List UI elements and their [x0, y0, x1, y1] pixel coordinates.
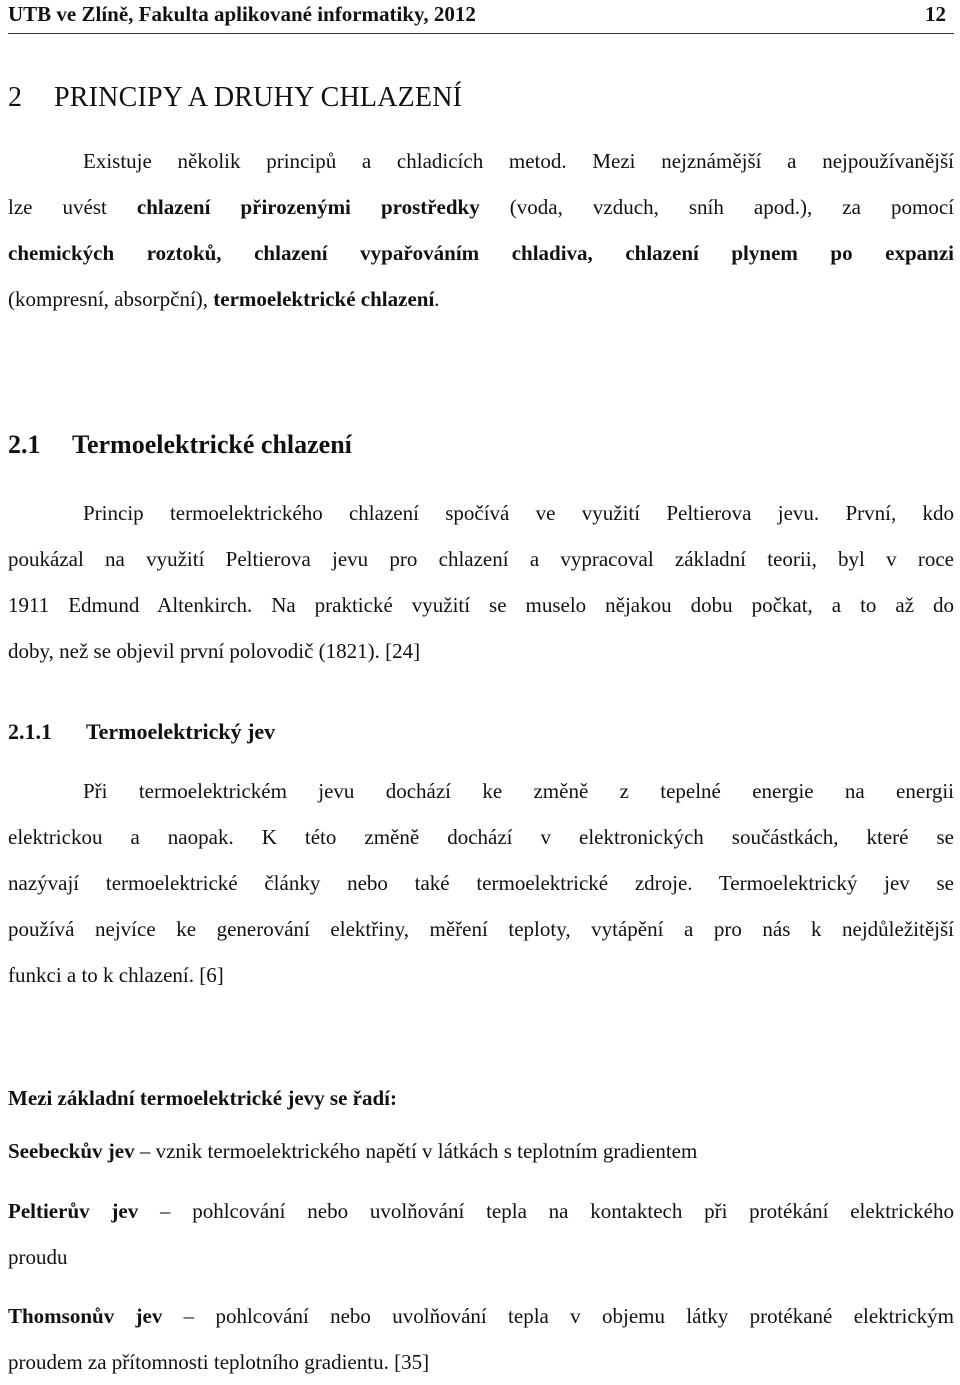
chapter-title: PRINCIPY A DRUHY CHLAZENÍ [54, 82, 463, 113]
page-header [8, 2, 952, 30]
seebeck-line [8, 1128, 954, 1174]
subsection-title: Termoelektrický jev [86, 719, 276, 744]
thomson-line-2: proudem za přítomnosti teplotního gradientu. [35] [8, 1350, 430, 1374]
chapter-heading [8, 82, 462, 114]
peltier-line-2: proudu [8, 1245, 68, 1269]
seebeck-description: – vznik termoelektrického napětí v látkách s teplotním gradientem [134, 1139, 698, 1163]
intro-paragraph [8, 138, 954, 322]
subsection-line-1: Při termoelektrickém jevu dochází ke změně z tepelné energie na energii [83, 779, 954, 803]
subsection-line-5: funkci a to k chlazení. [6] [8, 963, 224, 987]
intro-emphasis: chemických roztoků, chlazení vypařováním chladiva, chlazení plynem po expanzi [8, 241, 954, 265]
thomson-description: – pohlcování nebo uvolňování tepla v objemu látky protékané elektrickým [162, 1304, 954, 1328]
section-title: Termoelektrické chlazení [72, 430, 352, 459]
peltier-line-1 [8, 1188, 954, 1234]
section-paragraph [8, 490, 954, 674]
thomson-line-1 [8, 1293, 954, 1339]
peltier-description: – pohlcování nebo uvolňování tepla na kontaktech při protékání elektrického [138, 1199, 954, 1223]
subsection-line-4: používá nejvíce ke generování elektřiny, měření teploty, vytápění a pro nás k nejdůležitější [8, 917, 954, 941]
subsection-number: 2.1.1 [8, 719, 52, 744]
thomson-item [8, 1293, 954, 1385]
subsection-line-2: elektrickou a naopak. K této změně dochází v elektronických součástkách, které se [8, 825, 954, 849]
intro-line-2 [8, 184, 954, 230]
page-number: 12 [925, 2, 946, 26]
intro-line-4 [8, 276, 954, 322]
peltier-term: Peltierův jev [8, 1199, 139, 1223]
seebeck-term: Seebeckův jev [8, 1139, 135, 1163]
intro-line-1: Existuje několik principů a chladicích metod. Mezi nejznámější a nejpoužívanější [83, 149, 954, 173]
subsection-paragraph [8, 768, 954, 998]
intro-emphasis: termoelektrické chlazení [213, 287, 435, 311]
subsection-heading [8, 719, 275, 745]
intro-text: (voda, vzduch, sníh apod.), za pomocí [479, 195, 954, 219]
seebeck-item [8, 1128, 954, 1174]
section-line-3: 1911 Edmund Altenkirch. Na praktické využití se muselo nějakou dobu počkat, a to až do [8, 593, 954, 617]
section-number: 2.1 [8, 430, 41, 459]
intro-text: . [434, 287, 440, 311]
thomson-term: Thomsonův jev [8, 1304, 163, 1328]
section-heading [8, 430, 352, 460]
section-line-1: Princip termoelektrického chlazení spočívá ve využití Peltierova jevu. První, kdo [83, 501, 954, 525]
header-divider [8, 33, 954, 34]
section-line-4: doby, než se objevil první polovodič (1821). [24] [8, 639, 421, 663]
section-line-2: poukázal na využití Peltierova jevu pro chlazení a vypracoval základní teorii, byl v roce [8, 547, 954, 571]
subsection-line-3: nazývají termoelektrické články nebo také termoelektrické zdroje. Termoelektrický jev se [8, 871, 954, 895]
intro-text: (kompresní, absorpční), [8, 287, 214, 311]
intro-line-3 [8, 230, 954, 276]
header-title: UTB ve Zlíně, Fakulta aplikované informatiky, 2012 [8, 2, 476, 26]
intro-emphasis: chlazení přirozenými prostředky [136, 195, 480, 219]
intro-text: lze uvést [8, 195, 137, 219]
effects-title: Mezi základní termoelektrické jevy se řadí: [8, 1086, 397, 1110]
chapter-number: 2 [8, 82, 23, 113]
peltier-item [8, 1188, 954, 1280]
